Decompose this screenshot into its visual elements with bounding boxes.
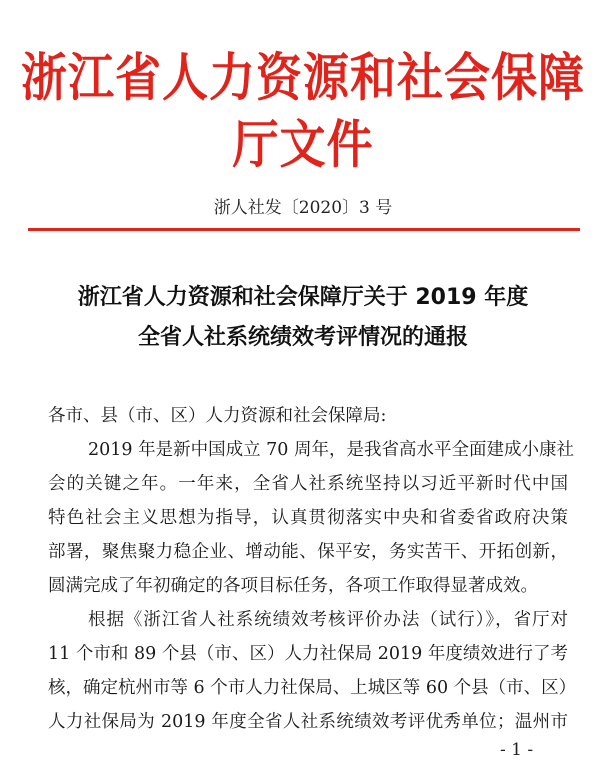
body-line: 特色社会主义思想为指导，认真贯彻落实中央和省委省政府决策 (48, 508, 568, 528)
body-line: 11 个市和 89 个县（市、区）人力社保局 2019 年度绩效进行了考 (48, 644, 568, 664)
addressee: 各市、县（市、区）人力资源和社会保障局: (48, 406, 387, 426)
masthead-title: 浙江省人力资源和社会保障厅文件 (21, 47, 585, 176)
body-line: 部署，聚焦聚力稳企业、增动能、保平安，务实苦干、开拓创新， (48, 542, 568, 562)
title-line-2: 全省人社系统绩效考评情况的通报 (137, 325, 468, 350)
body-line: 根据《浙江省人社系统绩效考核评价办法（试行）》，省厅对 (88, 610, 568, 630)
body-line: 核，确定杭州市等 6 个市人力社保局、上城区等 60 个县（市、区） (48, 678, 577, 698)
document-title (0, 278, 606, 358)
body-line: 2019 年是新中国成立 70 周年，是我省高水平全面建成小康社 (88, 440, 574, 460)
document-number: 浙人社发〔2020〕3 号 (213, 198, 393, 218)
page-number: - 1 - (500, 740, 534, 760)
red-divider-line (28, 228, 580, 231)
body-line: 人力社保局为 2019 年度全省人社系统绩效考评优秀单位；温州市 (48, 712, 568, 732)
title-line-1: 浙江省人力资源和社会保障厅关于 2019 年度 (77, 285, 529, 310)
body-line: 圆满完成了年初确定的各项目标任务，各项工作取得显著成效。 (48, 576, 538, 596)
body-line: 会的关键之年。一年来，全省人社系统坚持以习近平新时代中国 (48, 474, 568, 494)
